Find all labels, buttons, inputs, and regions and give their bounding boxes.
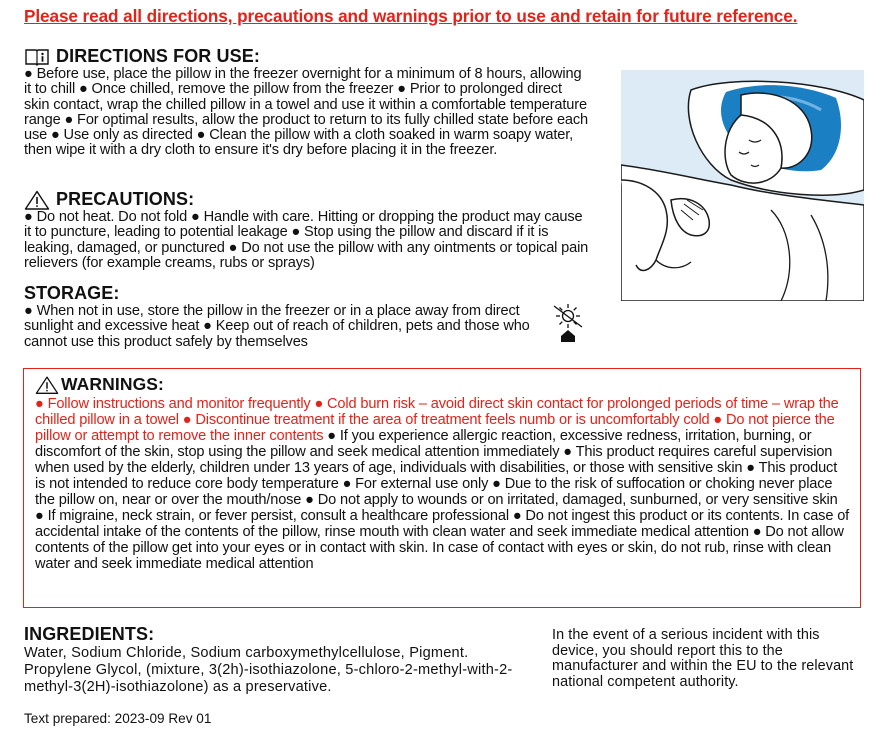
precautions-heading xyxy=(24,189,590,210)
storage-text: ● When not in use, store the pillow in the freezer or in a place away from direct sunlight and excessive heat ● Keep out of reach of children, pets and those who cannot use this product safely by themselves xyxy=(24,303,530,350)
precautions-text: ● Do not heat. Do not fold ● Handle with care. Hitting or dropping the product may cause it to puncture, leading to potential leakage ● Stop using the pillow and discard if it is leaking, damaged, or punctured ● Do not use the pillow with any ointments or topical pain relievers (for example creams, rubs or sprays) xyxy=(24,209,589,271)
directions-text: ● Before use, place the pillow in the freezer overnight for a minimum of 8 hours, allowing it to chill ● Once chilled, remove the pillow from the freezer ● Prior to prolonged direct skin contact, wrap the chilled pillow in a towel and use it within a comfortable temperature range ● For optimal results, allow the product to return to its fully chilled state before each use ● Use only as directed ● Clean the pillow with a cloth soaked in warm soapy water, then wipe it with a dry cloth to ensure it's dry before placing it in the freezer. xyxy=(24,66,589,159)
warnings-red-text: ● Follow instructions and monitor frequently ● Cold burn risk – avoid direct skin contact for prolonged periods of time – wrap the chilled pillow in a towel ● Discontinue treatment if the area of treatment feels numb or is uncomfortably cold ● Do not pierce the pillow or attempt to remove the inner contents xyxy=(35,396,839,444)
warning-triangle-icon xyxy=(24,190,50,210)
ingredients-text: Water, Sodium Chloride, Sodium carboxymethylcellulose, Pigment. Propylene Glycol, (mixture, 3(2h)-isothiazolone, 5-chloro-2-methyl-with-2-methyl-3(2H)-isothiazolone) as a preservative. xyxy=(24,645,513,695)
ingredients-heading xyxy=(24,624,539,645)
warnings-box xyxy=(23,368,861,608)
footer-text-prepared: Text prepared: 2023-09 Rev 01 xyxy=(24,711,212,726)
warnings-heading xyxy=(35,374,850,395)
ingredients-title: INGREDIENTS: xyxy=(24,624,155,644)
warnings-title: WARNINGS: xyxy=(61,374,164,394)
warnings-text xyxy=(35,396,850,572)
precautions-section xyxy=(24,189,590,271)
warning-triangle-icon xyxy=(35,375,59,395)
keep-away-from-sunlight-icon xyxy=(551,303,585,343)
storage-heading xyxy=(24,283,544,304)
storage-section xyxy=(24,283,544,350)
directions-heading xyxy=(24,46,590,67)
precautions-title: PRECAUTIONS: xyxy=(56,189,195,209)
incident-notice: In the event of a serious incident with this device, you should report this to the manufacturer and within the EU to the relevant national competent authority. xyxy=(552,627,854,690)
storage-title: STORAGE: xyxy=(24,283,120,303)
top-banner: Please read all directions, precautions and warnings prior to use and retain for future reference. xyxy=(24,6,798,26)
directions-title: DIRECTIONS FOR USE: xyxy=(56,46,260,66)
directions-section xyxy=(24,46,590,159)
warnings-black-text: ● If you experience allergic reaction, excessive redness, irritation, burning, or discomfort of the skin, stop using the pillow and seek medical attention immediately ● This product requires careful supervision when used by the elderly, children under 13 years of age, individuals with disabilities, or those with sensitive skin ● This product is not intended to reduce core body temperature ● For external use only ● Due to the risk of suffocation or choking never place the pillow on, near or over the mouth/nose ● Do not apply to wounds or on irritated, damaged, sunburned, or very sensitive skin ● If migraine, neck strain, or fever persist, consult a healthcare professional ● Do not ingest this product or its contents. In case of accidental intake of the contents of the pillow, rinse mouth with clean water and seek immediate medical attention ● Do not allow contents of the pillow get into your eyes or in contact with skin. In case of contact with eyes or skin, do not rub, rinse with clean water and seek immediate medical attention xyxy=(35,428,850,572)
person-sleeping-on-cooling-pillow-illustration xyxy=(621,70,864,301)
ingredients-section xyxy=(24,624,539,696)
info-book-icon xyxy=(24,47,50,67)
